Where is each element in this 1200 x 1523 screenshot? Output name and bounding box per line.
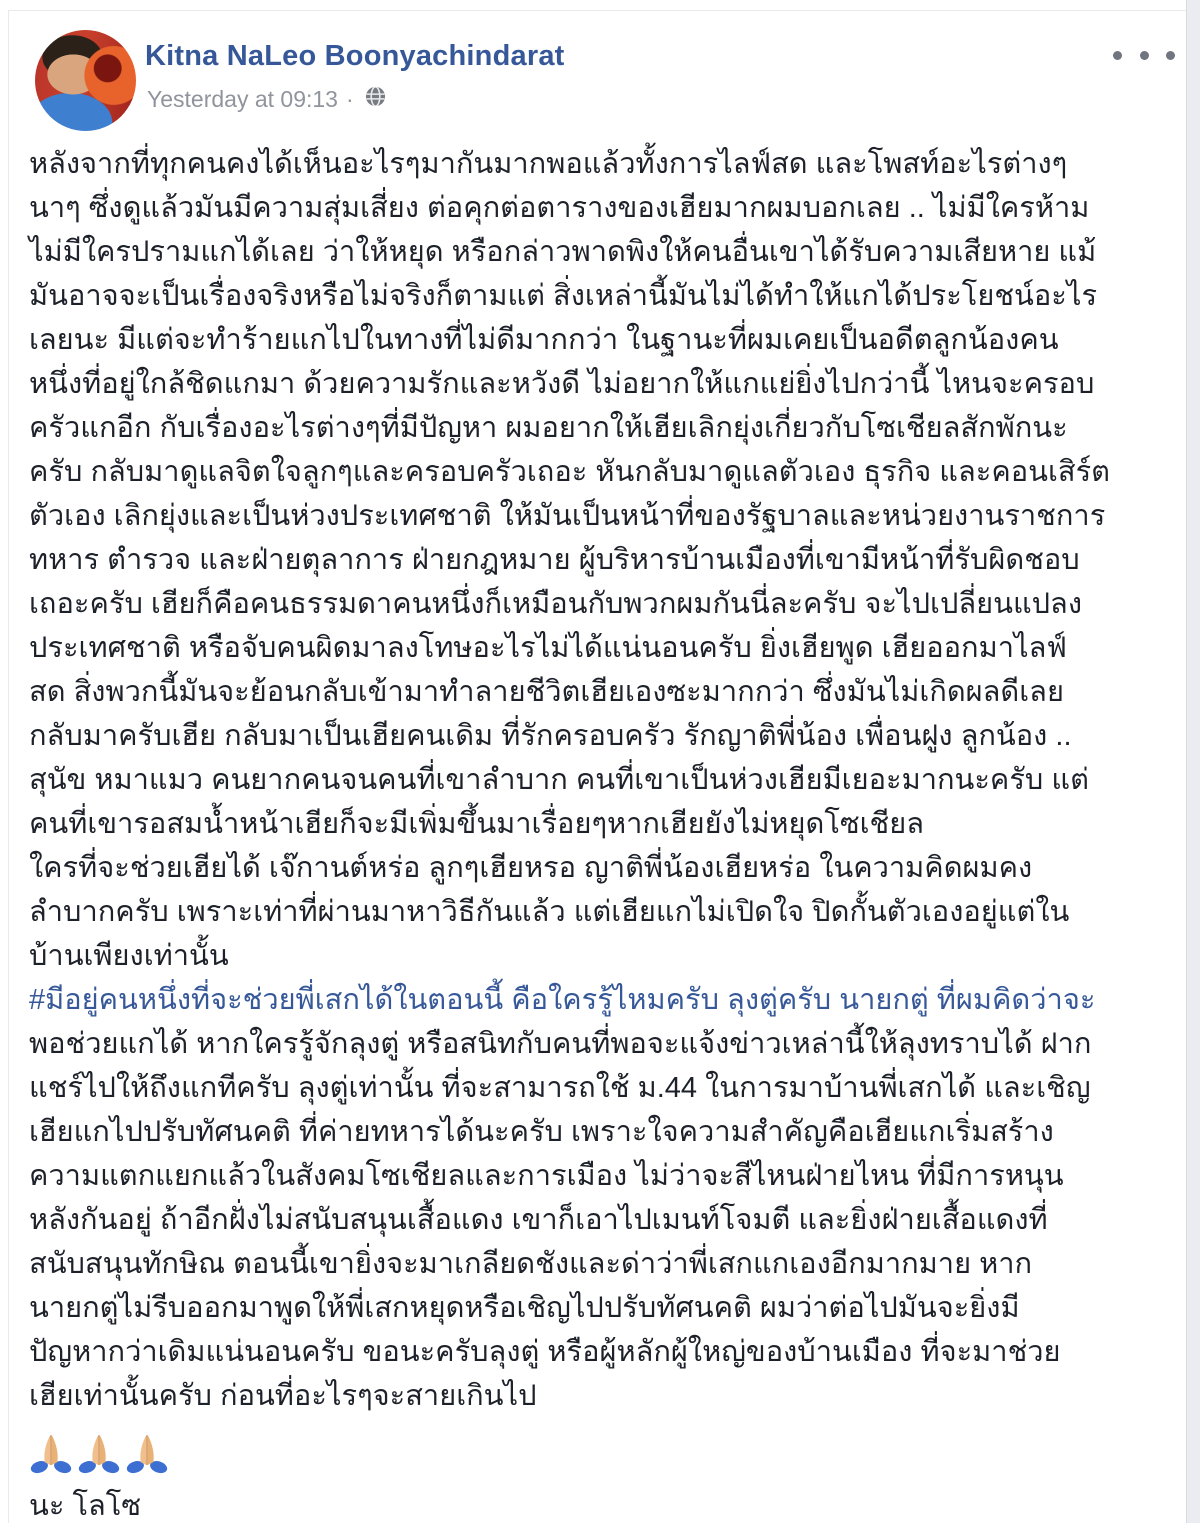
post-text-line (29, 978, 1179, 1022)
post-text-line: สด สิ่งพวกนี้มันจะย้อนกลับเข้ามาทำลายชีวิตเฮียเองซะมากกว่า ซึ่งมันไม่เกิดผลดีเลย (29, 676, 1064, 708)
hashtag-link[interactable]: #มีอยู่คนหนึ่งที่จะช่วยพี่เสกได้ในตอนนี้ คือใครรู้ไหมครับ ลุงตู่ครับ นายกตู่ ที่ผมคิดว่าจะ (29, 984, 1096, 1016)
post-text-line: แชร์ไปให้ถึงแกทีครับ ลุงตู่เท่านั้น ที่จะสามารถใช้ ม.44 ในการมาบ้านพี่เสกได้ และเชิญ (29, 1072, 1091, 1104)
post-text-line: ลำบากครับ เพราะเท่าที่ผ่านมาหาวิธีกันแล้ว แต่เฮียแกไม่เปิดใจ ปิดกั้นตัวเองอยู่แต่ใน (29, 896, 1070, 928)
ellipsis-dot (1140, 51, 1149, 60)
scrollbar-track[interactable] (1186, 0, 1200, 1523)
folded-hands-emoji (29, 1431, 73, 1475)
card-top-border (8, 10, 1186, 11)
post-text-line: ไม่มีใครปรามแกได้เลย ว่าให้หยุด หรือกล่าวพาดพิงให้คนอื่นเขาได้รับความเสียหาย แม้ (29, 236, 1097, 268)
globe-public-icon (364, 85, 387, 114)
post-text-line: สนับสนุนทักษิณ ตอนนี้เขายิ่งจะมาเกลียดชังและด่าว่าพี่เสกแกเองอีกมากมาย หาก (29, 1248, 1033, 1280)
emoji-row (29, 1418, 1179, 1484)
post-text-line: พอช่วยแกได้ หากใครรู้จักลุงตู่ หรือสนิทกับคนที่พอจะแจ้งข่าวเหล่านี้ให้ลุงทราบได้ ฝาก (29, 1028, 1092, 1060)
author-name-link[interactable]: Kitna NaLeo Boonyachindarat (145, 40, 565, 72)
post-text-line: นายกตู่ไม่รีบออกมาพูดให้พี่เสกหยุดหรือเชิญไปปรับทัศนคติ ผมว่าต่อไปมันจะยิ่งมี (29, 1292, 1020, 1324)
post-text-line: ประเทศชาติ หรือจับคนผิดมาลงโทษอะไรไม่ได้แน่นอนครับ ยิ่งเฮียพูด เฮียออกมาไลฟ์ (29, 632, 1067, 664)
post-text-line: นะ โลโซ (29, 1490, 142, 1522)
post-text-line: หลังกันอยู่ ถ้าอีกฝั่งไม่สนับสนุนเสื้อแดง เขาก็เอาไปเมนท์โจมตี และยิ่งฝ่ายเสื้อแดงที่ (29, 1204, 1048, 1236)
post-text-line: ใครที่จะช่วยเฮียได้ เจ๊กานต์หร่อ ลูกๆเฮียหรอ ญาติพี่น้องเฮียหร่อ ในความคิดผมคง (29, 852, 1033, 884)
post-text-line: มันอาจจะเป็นเรื่องจริงหรือไม่จริงก็ตามแต่ สิ่งเหล่านี้มันไม่ได้ทำให้แกได้ประโยชน์อะไร (29, 280, 1098, 312)
post-text-line: บ้านเพียงเท่านั้น (29, 940, 229, 972)
post-meta (147, 84, 387, 114)
folded-hands-emoji (77, 1431, 121, 1475)
post-text-line: หลังจากที่ทุกคนคงได้เห็นอะไรๆมากันมากพอแล้วทั้งการไลฟ์สด และโพสท์อะไรต่างๆ (29, 148, 1068, 180)
timestamp-link[interactable]: Yesterday at 09:13 (147, 85, 338, 112)
post-text-line: กลับมาครับเฮีย กลับมาเป็นเฮียคนเดิม ที่รักครอบครัว รักญาติพี่น้อง เพื่อนฝูง ลูกน้อง .. (29, 720, 1072, 752)
post-text-line: เฮียเท่านั้นครับ ก่อนที่อะไรๆจะสายเกินไป (29, 1380, 537, 1412)
avatar[interactable] (35, 30, 136, 131)
ellipsis-dot (1166, 51, 1175, 60)
post-text-line: ตัวเอง เลิกยุ่งและเป็นห่วงประเทศชาติ ให้มันเป็นหน้าที่ของรัฐบาลและหน่วยงานราชการ (29, 500, 1106, 532)
post-text-line: ครับ กลับมาดูแลจิตใจลูกๆและครอบครัวเถอะ หันกลับมาดูแลตัวเอง ธุรกิจ และคอนเสิร์ต (29, 456, 1111, 488)
post-options-button[interactable] (1113, 42, 1175, 68)
post-text-line: สุนัข หมาแมว คนยากคนจนคนที่เขาลำบาก คนที่เขาเป็นห่วงเฮียมีเยอะมากนะครับ แต่ (29, 764, 1089, 796)
meta-separator: · (345, 85, 354, 112)
post-text-line: ปัญหากว่าเดิมแน่นอนครับ ขอนะครับลุงตู่ หรือผู้หลักผู้ใหญ่ของบ้านเมือง ที่จะมาช่วย (29, 1336, 1061, 1368)
post-text-line: ทหาร ตำรวจ และฝ่ายตุลาการ ฝ่ายกฎหมาย ผู้บริหารบ้านเมืองที่เขามีหน้าที่รับผิดชอบ (29, 544, 1080, 576)
post-text-line: ความแตกแยกแล้วในสังคมโซเชียลและการเมือง ไม่ว่าจะสีไหนฝ่ายไหน ที่มีการหนุน (29, 1160, 1064, 1192)
post-text-line: คนที่เขารอสมน้ำหน้าเฮียก็จะมีเพิ่มขึ้นมาเรื่อยๆหากเฮียยังไม่หยุดโซเชียล (29, 808, 924, 840)
ellipsis-dot (1113, 51, 1122, 60)
post-text-line: ครัวแกอีก กับเรื่องอะไรต่างๆที่มีปัญหา ผมอยากให้เฮียเลิกยุ่งเกี่ยวกับโซเชียลสักพักนะ (29, 412, 1068, 444)
post-text-line: เฮียแกไปปรับทัศนคติ ที่ค่ายทหารได้นะครับ เพราะใจความสำคัญคือเฮียแกเริ่มสร้าง (29, 1116, 1054, 1148)
post-text-line: นาๆ ซึ่งดูแล้วมันมีความสุ่มเสี่ยง ต่อคุกต่อตารางของเฮียมากผมบอกเลย .. ไม่มีใครห้าม (29, 192, 1090, 224)
post-text-line: หนึ่งที่อยู่ใกล้ชิดแกมา ด้วยความรักและหวังดี ไม่อยากให้แกแย่ยิ่งไปกว่านี้ ไหนจะครอบ (29, 368, 1095, 400)
post-body (29, 142, 1179, 1523)
post-text-line: เลยนะ มีแต่จะทำร้ายแกไปในทางที่ไม่ดีมากกว่า ในฐานะที่ผมเคยเป็นอดีตลูกน้องคน (29, 324, 1059, 356)
card-left-border (8, 10, 9, 1523)
folded-hands-emoji (125, 1431, 169, 1475)
post-text-line: เถอะครับ เฮียก็คือคนธรรมดาคนหนึ่งก็เหมือนกับพวกผมกันนี่ละครับ จะไปเปลี่ยนแปลง (29, 588, 1082, 620)
